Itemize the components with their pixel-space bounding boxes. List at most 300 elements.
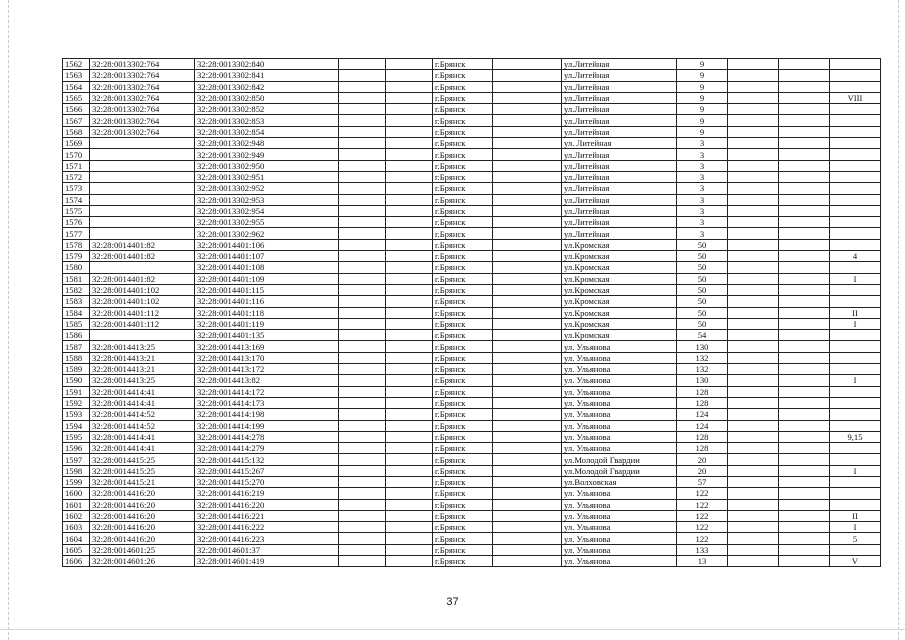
- row-number-cell: 1563: [63, 70, 90, 81]
- empty-cell-b: [386, 160, 433, 171]
- empty-cell-d: [728, 138, 779, 149]
- city-cell: г.Брянск: [433, 160, 493, 171]
- house-number-cell: 130: [677, 341, 728, 352]
- cadastral-number-cell: 32:28:0014401:118: [195, 307, 339, 318]
- premises-number-cell: [830, 81, 881, 92]
- premises-number-cell: [830, 262, 881, 273]
- table-row: [63, 205, 881, 216]
- street-cell: ул.Литейная: [562, 205, 677, 216]
- premises-number-cell: [830, 330, 881, 341]
- house-number-cell: 130: [677, 375, 728, 386]
- street-cell: ул. Ульянова: [562, 386, 677, 397]
- house-number-cell: 13: [677, 556, 728, 567]
- premises-number-cell: 9,15: [830, 431, 881, 442]
- empty-cell-e: [779, 544, 830, 555]
- empty-cell-b: [386, 330, 433, 341]
- table-row: [63, 510, 881, 521]
- city-cell: г.Брянск: [433, 465, 493, 476]
- city-cell: г.Брянск: [433, 364, 493, 375]
- empty-cell-d: [728, 318, 779, 329]
- city-cell: г.Брянск: [433, 59, 493, 70]
- city-cell: г.Брянск: [433, 522, 493, 533]
- empty-cell-e: [779, 556, 830, 567]
- city-cell: г.Брянск: [433, 409, 493, 420]
- row-number-cell: 1601: [63, 499, 90, 510]
- empty-cell-e: [779, 522, 830, 533]
- table-row: [63, 318, 881, 329]
- cadastral-number-cell: 32:28:0014414:198: [195, 409, 339, 420]
- table-row: [63, 70, 881, 81]
- street-cell: ул.Литейная: [562, 217, 677, 228]
- cadastral-number-cell: 32:28:0013302:948: [195, 138, 339, 149]
- street-cell: ул.Кромская: [562, 262, 677, 273]
- empty-cell-b: [386, 262, 433, 273]
- empty-cell-b: [386, 296, 433, 307]
- cadastral-number-cell: 32:28:0013302:850: [195, 92, 339, 103]
- street-cell: ул. Ульянова: [562, 352, 677, 363]
- street-cell: ул.Литейная: [562, 92, 677, 103]
- empty-cell-a: [339, 318, 386, 329]
- empty-cell-d: [728, 92, 779, 103]
- parent-cadastral-cell: 32:28:0013302:764: [90, 81, 195, 92]
- empty-cell-e: [779, 284, 830, 295]
- empty-cell-c: [493, 533, 562, 544]
- table-row: [63, 386, 881, 397]
- empty-cell-c: [493, 138, 562, 149]
- parent-cadastral-cell: 32:28:0014401:102: [90, 284, 195, 295]
- street-cell: ул. Ульянова: [562, 364, 677, 375]
- city-cell: г.Брянск: [433, 533, 493, 544]
- city-cell: г.Брянск: [433, 262, 493, 273]
- premises-number-cell: [830, 228, 881, 239]
- empty-cell-d: [728, 149, 779, 160]
- city-cell: г.Брянск: [433, 499, 493, 510]
- empty-cell-c: [493, 443, 562, 454]
- premises-number-cell: [830, 104, 881, 115]
- parent-cadastral-cell: 32:28:0014416:20: [90, 510, 195, 521]
- parent-cadastral-cell: [90, 160, 195, 171]
- premises-number-cell: [830, 397, 881, 408]
- empty-cell-e: [779, 420, 830, 431]
- empty-cell-e: [779, 205, 830, 216]
- empty-cell-b: [386, 465, 433, 476]
- empty-cell-d: [728, 228, 779, 239]
- premises-number-cell: II: [830, 510, 881, 521]
- house-number-cell: 3: [677, 205, 728, 216]
- city-cell: г.Брянск: [433, 205, 493, 216]
- empty-cell-a: [339, 454, 386, 465]
- empty-cell-e: [779, 499, 830, 510]
- house-number-cell: 50: [677, 262, 728, 273]
- premises-number-cell: [830, 160, 881, 171]
- premises-number-cell: [830, 488, 881, 499]
- empty-cell-c: [493, 364, 562, 375]
- street-cell: ул. Ульянова: [562, 556, 677, 567]
- premises-number-cell: [830, 420, 881, 431]
- empty-cell-b: [386, 59, 433, 70]
- empty-cell-d: [728, 59, 779, 70]
- street-cell: ул. Ульянова: [562, 375, 677, 386]
- parent-cadastral-cell: [90, 217, 195, 228]
- empty-cell-b: [386, 510, 433, 521]
- cadastral-number-cell: 32:28:0014415:267: [195, 465, 339, 476]
- registry-table-body: [63, 59, 881, 567]
- street-cell: ул.Литейная: [562, 59, 677, 70]
- table-row: [63, 160, 881, 171]
- table-row: [63, 522, 881, 533]
- cadastral-number-cell: 32:28:0014413:82: [195, 375, 339, 386]
- table-row: [63, 364, 881, 375]
- empty-cell-a: [339, 352, 386, 363]
- empty-cell-d: [728, 284, 779, 295]
- empty-cell-e: [779, 330, 830, 341]
- empty-cell-a: [339, 138, 386, 149]
- empty-cell-b: [386, 217, 433, 228]
- premises-number-cell: [830, 183, 881, 194]
- cadastral-number-cell: 32:28:0014414:199: [195, 420, 339, 431]
- row-number-cell: 1576: [63, 217, 90, 228]
- parent-cadastral-cell: [90, 262, 195, 273]
- house-number-cell: 50: [677, 251, 728, 262]
- parent-cadastral-cell: 32:28:0014413:25: [90, 375, 195, 386]
- empty-cell-b: [386, 476, 433, 487]
- empty-cell-d: [728, 386, 779, 397]
- empty-cell-a: [339, 375, 386, 386]
- empty-cell-a: [339, 420, 386, 431]
- table-row: [63, 138, 881, 149]
- empty-cell-e: [779, 465, 830, 476]
- empty-cell-b: [386, 284, 433, 295]
- house-number-cell: 20: [677, 454, 728, 465]
- street-cell: ул.Кромская: [562, 307, 677, 318]
- empty-cell-a: [339, 262, 386, 273]
- empty-cell-b: [386, 183, 433, 194]
- premises-number-cell: [830, 386, 881, 397]
- street-cell: ул.Литейная: [562, 194, 677, 205]
- empty-cell-a: [339, 81, 386, 92]
- street-cell: ул. Ульянова: [562, 420, 677, 431]
- empty-cell-c: [493, 217, 562, 228]
- empty-cell-b: [386, 171, 433, 182]
- premises-number-cell: I: [830, 375, 881, 386]
- empty-cell-c: [493, 262, 562, 273]
- row-number-cell: 1594: [63, 420, 90, 431]
- street-cell: ул. Ульянова: [562, 488, 677, 499]
- row-number-cell: 1583: [63, 296, 90, 307]
- house-number-cell: 128: [677, 431, 728, 442]
- city-cell: г.Брянск: [433, 352, 493, 363]
- street-cell: ул.Молодой Гвардии: [562, 465, 677, 476]
- table-row: [63, 499, 881, 510]
- cadastral-number-cell: 32:28:0013302:841: [195, 70, 339, 81]
- city-cell: г.Брянск: [433, 149, 493, 160]
- empty-cell-c: [493, 341, 562, 352]
- cadastral-number-cell: 32:28:0014401:107: [195, 251, 339, 262]
- row-number-cell: 1566: [63, 104, 90, 115]
- table-row: [63, 183, 881, 194]
- cadastral-number-cell: 32:28:0014601:419: [195, 556, 339, 567]
- empty-cell-a: [339, 409, 386, 420]
- house-number-cell: 50: [677, 307, 728, 318]
- empty-cell-e: [779, 149, 830, 160]
- street-cell: ул.Кромская: [562, 284, 677, 295]
- parent-cadastral-cell: 32:28:0014401:112: [90, 307, 195, 318]
- row-number-cell: 1598: [63, 465, 90, 476]
- premises-number-cell: [830, 59, 881, 70]
- parent-cadastral-cell: [90, 149, 195, 160]
- empty-cell-b: [386, 205, 433, 216]
- empty-cell-b: [386, 251, 433, 262]
- empty-cell-b: [386, 443, 433, 454]
- city-cell: г.Брянск: [433, 510, 493, 521]
- parent-cadastral-cell: [90, 228, 195, 239]
- row-number-cell: 1580: [63, 262, 90, 273]
- street-cell: ул.Волховская: [562, 476, 677, 487]
- empty-cell-c: [493, 431, 562, 442]
- empty-cell-d: [728, 70, 779, 81]
- scan-edge-bottom: [0, 629, 905, 630]
- empty-cell-c: [493, 386, 562, 397]
- empty-cell-d: [728, 375, 779, 386]
- empty-cell-d: [728, 183, 779, 194]
- house-number-cell: 50: [677, 239, 728, 250]
- street-cell: ул. Ульянова: [562, 499, 677, 510]
- empty-cell-c: [493, 81, 562, 92]
- premises-number-cell: [830, 409, 881, 420]
- parent-cadastral-cell: 32:28:0013302:764: [90, 70, 195, 81]
- city-cell: г.Брянск: [433, 251, 493, 262]
- premises-number-cell: II: [830, 307, 881, 318]
- cadastral-number-cell: 32:28:0014401:115: [195, 284, 339, 295]
- city-cell: г.Брянск: [433, 92, 493, 103]
- empty-cell-c: [493, 183, 562, 194]
- house-number-cell: 133: [677, 544, 728, 555]
- empty-cell-c: [493, 454, 562, 465]
- empty-cell-d: [728, 409, 779, 420]
- empty-cell-d: [728, 476, 779, 487]
- parent-cadastral-cell: 32:28:0014401:82: [90, 239, 195, 250]
- street-cell: ул.Кромская: [562, 330, 677, 341]
- parent-cadastral-cell: 32:28:0014414:52: [90, 420, 195, 431]
- house-number-cell: 50: [677, 273, 728, 284]
- house-number-cell: 50: [677, 318, 728, 329]
- table-row: [63, 352, 881, 363]
- row-number-cell: 1577: [63, 228, 90, 239]
- parent-cadastral-cell: 32:28:0013302:764: [90, 126, 195, 137]
- street-cell: ул.Литейная: [562, 183, 677, 194]
- parent-cadastral-cell: 32:28:0014414:41: [90, 397, 195, 408]
- parent-cadastral-cell: [90, 330, 195, 341]
- cadastral-number-cell: 32:28:0014401:135: [195, 330, 339, 341]
- table-row: [63, 273, 881, 284]
- empty-cell-b: [386, 126, 433, 137]
- empty-cell-e: [779, 81, 830, 92]
- street-cell: ул.Литейная: [562, 126, 677, 137]
- street-cell: ул. Ульянова: [562, 341, 677, 352]
- page-number: 37: [446, 596, 459, 608]
- cadastral-number-cell: 32:28:0014401:109: [195, 273, 339, 284]
- row-number-cell: 1595: [63, 431, 90, 442]
- empty-cell-c: [493, 149, 562, 160]
- table-row: [63, 431, 881, 442]
- empty-cell-c: [493, 330, 562, 341]
- premises-number-cell: V: [830, 556, 881, 567]
- empty-cell-b: [386, 420, 433, 431]
- table-row: [63, 92, 881, 103]
- empty-cell-e: [779, 171, 830, 182]
- empty-cell-b: [386, 194, 433, 205]
- empty-cell-c: [493, 296, 562, 307]
- empty-cell-d: [728, 544, 779, 555]
- table-row: [63, 544, 881, 555]
- empty-cell-c: [493, 352, 562, 363]
- city-cell: г.Брянск: [433, 420, 493, 431]
- empty-cell-c: [493, 544, 562, 555]
- empty-cell-c: [493, 92, 562, 103]
- table-row: [63, 251, 881, 262]
- premises-number-cell: [830, 352, 881, 363]
- empty-cell-b: [386, 454, 433, 465]
- house-number-cell: 122: [677, 522, 728, 533]
- empty-cell-d: [728, 420, 779, 431]
- street-cell: ул.Кромская: [562, 318, 677, 329]
- parent-cadastral-cell: 32:28:0013302:764: [90, 104, 195, 115]
- city-cell: г.Брянск: [433, 341, 493, 352]
- empty-cell-c: [493, 284, 562, 295]
- city-cell: г.Брянск: [433, 239, 493, 250]
- empty-cell-a: [339, 59, 386, 70]
- premises-number-cell: 5: [830, 533, 881, 544]
- city-cell: г.Брянск: [433, 194, 493, 205]
- row-number-cell: 1600: [63, 488, 90, 499]
- row-number-cell: 1584: [63, 307, 90, 318]
- cadastral-number-cell: 32:28:0013302:955: [195, 217, 339, 228]
- table-row: [63, 409, 881, 420]
- row-number-cell: 1564: [63, 81, 90, 92]
- cadastral-number-cell: 32:28:0014413:172: [195, 364, 339, 375]
- empty-cell-b: [386, 104, 433, 115]
- empty-cell-c: [493, 556, 562, 567]
- empty-cell-b: [386, 499, 433, 510]
- empty-cell-d: [728, 217, 779, 228]
- city-cell: г.Брянск: [433, 81, 493, 92]
- empty-cell-a: [339, 194, 386, 205]
- house-number-cell: 3: [677, 194, 728, 205]
- table-row: [63, 330, 881, 341]
- premises-number-cell: [830, 194, 881, 205]
- empty-cell-b: [386, 352, 433, 363]
- premises-number-cell: I: [830, 522, 881, 533]
- empty-cell-d: [728, 510, 779, 521]
- empty-cell-c: [493, 465, 562, 476]
- street-cell: ул. Ульянова: [562, 510, 677, 521]
- row-number-cell: 1596: [63, 443, 90, 454]
- empty-cell-e: [779, 251, 830, 262]
- premises-number-cell: [830, 443, 881, 454]
- premises-number-cell: [830, 544, 881, 555]
- house-number-cell: 9: [677, 59, 728, 70]
- empty-cell-c: [493, 59, 562, 70]
- house-number-cell: 128: [677, 386, 728, 397]
- empty-cell-e: [779, 138, 830, 149]
- city-cell: г.Брянск: [433, 454, 493, 465]
- table-row: [63, 533, 881, 544]
- empty-cell-c: [493, 104, 562, 115]
- table-row: [63, 296, 881, 307]
- empty-cell-e: [779, 443, 830, 454]
- table-row: [63, 341, 881, 352]
- empty-cell-a: [339, 217, 386, 228]
- row-number-cell: 1589: [63, 364, 90, 375]
- city-cell: г.Брянск: [433, 375, 493, 386]
- house-number-cell: 9: [677, 115, 728, 126]
- empty-cell-b: [386, 273, 433, 284]
- street-cell: ул. Литейная: [562, 138, 677, 149]
- empty-cell-d: [728, 364, 779, 375]
- empty-cell-c: [493, 228, 562, 239]
- empty-cell-b: [386, 533, 433, 544]
- empty-cell-a: [339, 92, 386, 103]
- parent-cadastral-cell: 32:28:0013302:764: [90, 59, 195, 70]
- row-number-cell: 1604: [63, 533, 90, 544]
- parent-cadastral-cell: [90, 205, 195, 216]
- row-number-cell: 1591: [63, 386, 90, 397]
- empty-cell-e: [779, 488, 830, 499]
- premises-number-cell: VIII: [830, 92, 881, 103]
- row-number-cell: 1569: [63, 138, 90, 149]
- empty-cell-c: [493, 160, 562, 171]
- house-number-cell: 132: [677, 352, 728, 363]
- house-number-cell: 122: [677, 499, 728, 510]
- parent-cadastral-cell: 32:28:0014416:20: [90, 488, 195, 499]
- empty-cell-a: [339, 386, 386, 397]
- city-cell: г.Брянск: [433, 397, 493, 408]
- empty-cell-a: [339, 126, 386, 137]
- table-row: [63, 126, 881, 137]
- empty-cell-c: [493, 397, 562, 408]
- street-cell: ул.Кромская: [562, 296, 677, 307]
- parent-cadastral-cell: 32:28:0014416:20: [90, 499, 195, 510]
- city-cell: г.Брянск: [433, 126, 493, 137]
- empty-cell-a: [339, 205, 386, 216]
- parent-cadastral-cell: 32:28:0014401:82: [90, 251, 195, 262]
- empty-cell-d: [728, 465, 779, 476]
- cadastral-number-cell: 32:28:0014413:170: [195, 352, 339, 363]
- row-number-cell: 1582: [63, 284, 90, 295]
- empty-cell-e: [779, 104, 830, 115]
- table-row: [63, 115, 881, 126]
- cadastral-number-cell: 32:28:0013302:953: [195, 194, 339, 205]
- premises-number-cell: [830, 476, 881, 487]
- empty-cell-a: [339, 284, 386, 295]
- empty-cell-e: [779, 296, 830, 307]
- empty-cell-a: [339, 522, 386, 533]
- city-cell: г.Брянск: [433, 171, 493, 182]
- premises-number-cell: [830, 499, 881, 510]
- premises-number-cell: I: [830, 318, 881, 329]
- cadastral-number-cell: 32:28:0013302:951: [195, 171, 339, 182]
- empty-cell-a: [339, 160, 386, 171]
- row-number-cell: 1579: [63, 251, 90, 262]
- city-cell: г.Брянск: [433, 296, 493, 307]
- row-number-cell: 1592: [63, 397, 90, 408]
- empty-cell-a: [339, 273, 386, 284]
- table-row: [63, 556, 881, 567]
- parent-cadastral-cell: [90, 194, 195, 205]
- cadastral-number-cell: 32:28:0014401:108: [195, 262, 339, 273]
- street-cell: ул. Ульянова: [562, 533, 677, 544]
- city-cell: г.Брянск: [433, 476, 493, 487]
